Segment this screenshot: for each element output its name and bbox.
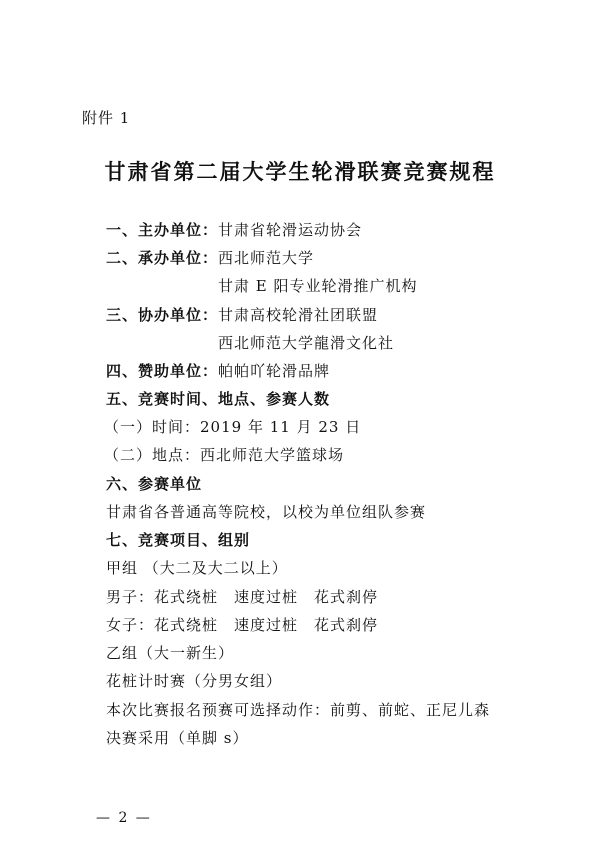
timed-event: 花桩计时赛（分男女组） — [106, 672, 283, 690]
section-1-value: 甘肃省轮滑运动协会 — [218, 221, 363, 239]
section-4 — [106, 361, 330, 381]
section-3-heading: 三、协办单位： — [106, 306, 219, 324]
document-title: 甘肃省第二届大学生轮滑联赛竞赛规程 — [104, 160, 496, 184]
section-3 — [106, 305, 378, 325]
section-1 — [106, 220, 362, 240]
page-number: — 2 — — [96, 810, 152, 826]
section-7-heading: 七、竞赛项目、组别 — [106, 531, 251, 549]
section-2-value-2: 甘肃 E 阳专业轮滑推广机构 — [218, 277, 418, 295]
section-1-heading: 一、主办单位： — [106, 221, 219, 239]
section-4-heading: 四、赞助单位： — [106, 362, 219, 380]
section-5-heading: 五、竞赛时间、地点、参赛人数 — [106, 390, 331, 408]
attachment-label: 附件 1 — [82, 109, 131, 127]
women-events: 女子：花式绕桩 速度过桩 花式刹停 — [106, 616, 379, 634]
section-3-value-2: 西北师范大学龍滑文化社 — [218, 334, 395, 352]
section-6-heading: 六、参赛单位 — [106, 475, 203, 493]
section-4-value: 帕帕吖轮滑品牌 — [218, 362, 331, 380]
section-2-value-1: 西北师范大学 — [218, 249, 315, 267]
section-5-place: （二）地点：西北师范大学篮球场 — [104, 446, 345, 464]
group-a: 甲组 （大二及大二以上） — [106, 559, 288, 577]
section-3-value-1: 甘肃高校轮滑社团联盟 — [218, 306, 379, 324]
group-b: 乙组（大一新生） — [106, 644, 235, 662]
section-2-heading: 二、承办单位： — [106, 249, 219, 267]
final-moves: 决赛采用（单脚 s） — [106, 729, 249, 747]
section-2 — [106, 248, 314, 268]
men-events: 男子：花式绕桩 速度过桩 花式刹停 — [106, 588, 379, 606]
prelim-moves: 本次比赛报名预赛可选择动作：前剪、前蛇、正尼儿森 — [106, 701, 491, 719]
section-5-time: （一）时间：2019 年 11 月 23 日 — [104, 418, 362, 436]
section-6-text: 甘肃省各普通高等院校，以校为单位组队参赛 — [106, 503, 427, 521]
